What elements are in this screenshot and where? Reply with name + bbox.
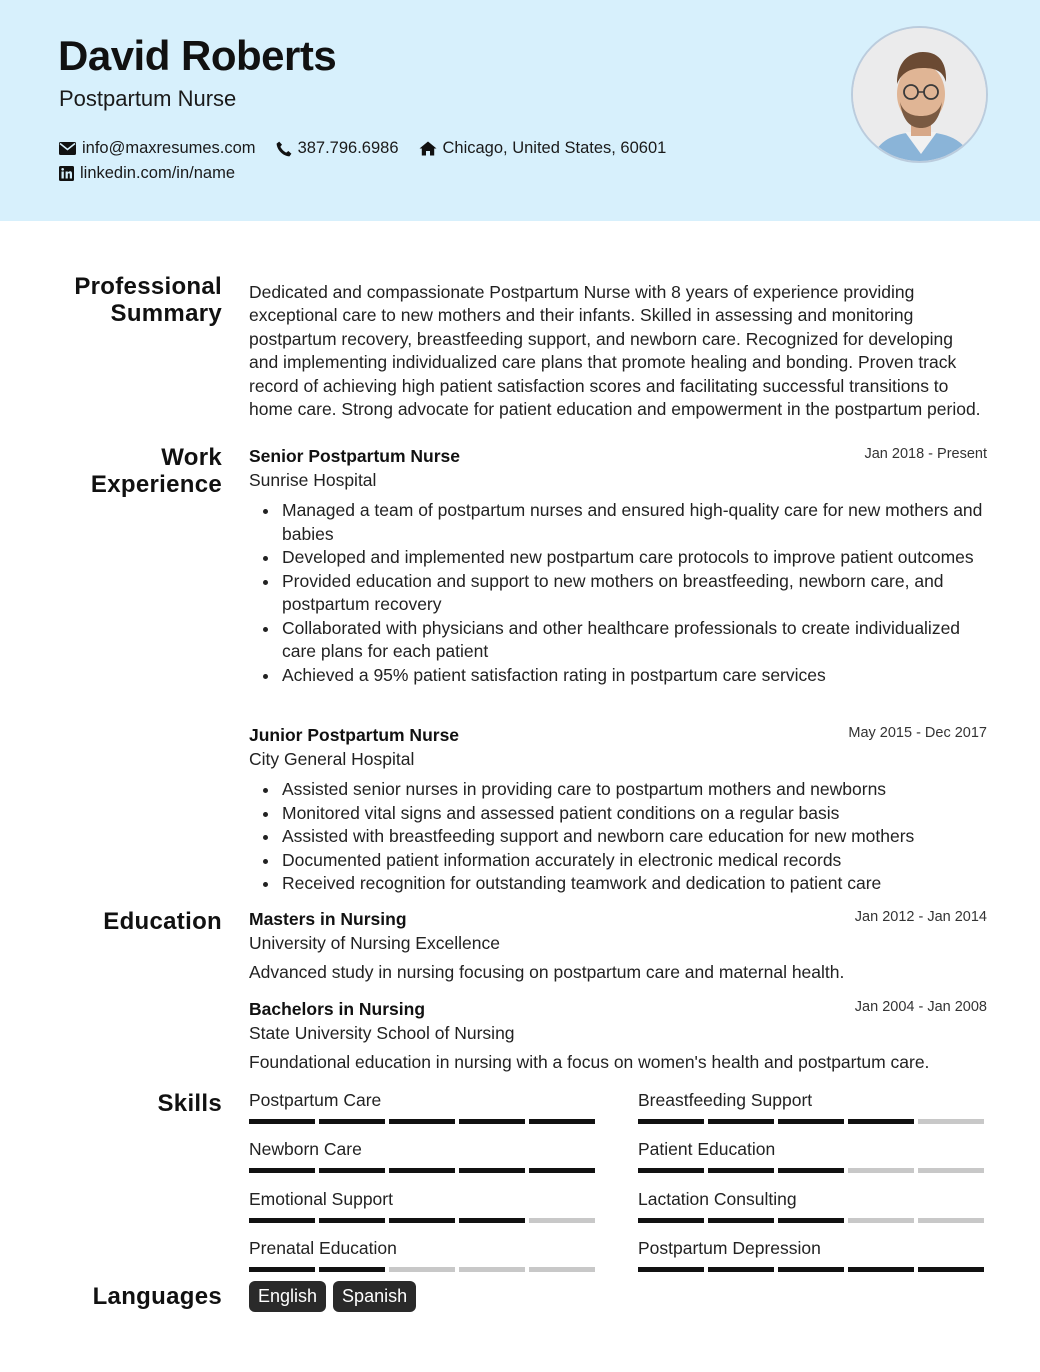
skill-segment-filled [249,1218,315,1223]
job-employer: City General Hospital [249,749,415,769]
skill-level-bar [249,1119,597,1124]
skill-name: Lactation Consulting [638,1189,797,1209]
candidate-name: David Roberts [58,32,337,79]
skill-segment-filled [529,1168,595,1173]
skill-segment-empty [459,1267,525,1272]
location-item [419,139,667,158]
job-bullets [249,778,987,896]
skill-segment-empty [918,1119,984,1124]
skill-level-bar [249,1267,597,1272]
skill-level-bar [638,1267,986,1272]
email-text: info@maxresumes.com [82,139,256,157]
person-portrait [853,28,988,163]
skill-item [638,1139,986,1173]
linkedin-text: linkedin.com/in/name [80,164,235,182]
skill-segment-filled [529,1119,595,1124]
skill-name: Breastfeeding Support [638,1090,813,1110]
location-text: Chicago, United States, 60601 [442,139,667,157]
skill-segment-filled [638,1119,704,1124]
skill-name: Postpartum Depression [638,1238,821,1258]
skill-segment-empty [848,1218,914,1223]
skill-item [638,1189,986,1223]
skill-segment-filled [848,1119,914,1124]
skill-segment-filled [708,1119,774,1124]
skill-name: Prenatal Education [249,1238,397,1258]
skill-name: Postpartum Care [249,1090,382,1110]
skill-segment-filled [638,1218,704,1223]
education-date: Jan 2004 - Jan 2008 [854,999,987,1015]
envelope-icon [59,142,76,155]
job-date: Jan 2018 - Present [864,446,987,462]
education-description: Advanced study in nursing focusing on postpartum care and maternal health. [249,962,845,982]
skill-segment-filled [638,1168,704,1173]
education-school: University of Nursing Excellence [249,933,500,953]
skill-segment-filled [778,1267,844,1272]
skill-segment-empty [389,1267,455,1272]
skill-level-bar [249,1218,597,1223]
job-date: May 2015 - Dec 2017 [848,725,987,741]
skill-segment-empty [848,1168,914,1173]
skill-name: Newborn Care [249,1139,362,1159]
list-item: Provided education and support to new mothers on breastfeeding, newborn care, and postpartum recovery [249,570,987,617]
education-description: Foundational education in nursing with a focus on women's health and postpartum care. [249,1052,930,1072]
contact-row-2 [59,164,255,183]
skill-segment-filled [249,1119,315,1124]
skill-segment-filled [389,1218,455,1223]
education-degree: Bachelors in Nursing [249,999,426,1019]
section-title-experience: Work Experience [90,444,222,498]
skill-segment-filled [459,1119,525,1124]
skill-name: Emotional Support [249,1189,393,1209]
phone-item[interactable] [276,139,399,158]
linkedin-icon [59,166,74,181]
skill-name: Patient Education [638,1139,776,1159]
skill-level-bar [638,1168,986,1173]
education-degree: Masters in Nursing [249,909,407,929]
skill-level-bar [638,1218,986,1223]
job-position: Senior Postpartum Nurse [249,446,461,466]
skill-segment-filled [319,1218,385,1223]
list-item: Documented patient information accurately in electronic medical records [249,849,987,873]
skill-item [249,1139,597,1173]
phone-text: 387.796.6986 [297,139,399,157]
job-entry [249,446,987,687]
education-school: State University School of Nursing [249,1023,515,1043]
skill-segment-filled [778,1119,844,1124]
skill-segment-empty [529,1218,595,1223]
skill-segment-empty [918,1218,984,1223]
skill-segment-filled [319,1168,385,1173]
skill-segment-filled [459,1218,525,1223]
skill-segment-empty [918,1168,984,1173]
section-title-skills: Skills [157,1090,222,1117]
education-entry [249,999,987,1073]
skill-segment-filled [708,1168,774,1173]
summary-text: Dedicated and compassionate Postpartum Nurse with 8 years of experience providing exceptional care to new mothers and their infants. Skilled in assessing and monitoring postpartum recovery, breastfeeding support, and newborn care. Recognized for developing and implementing individualized care plans that promote healing and bonding. Proven track record of achieving high patient satisfaction scores and facilitating successful transitions to home care. Strong advocate for patient education and empowerment in the postpartum period. [249,282,981,420]
skill-level-bar [249,1168,597,1173]
skill-segment-filled [389,1168,455,1173]
education-date: Jan 2012 - Jan 2014 [854,909,987,925]
language-chip: English [249,1281,326,1312]
list-item: Assisted senior nurses in providing care to postpartum mothers and newborns [249,778,987,802]
header-banner [0,0,1040,221]
list-item: Developed and implemented new postpartum care protocols to improve patient outcomes [249,546,987,570]
profile-photo [851,26,988,163]
job-employer: Sunrise Hospital [249,470,377,490]
skill-segment-filled [319,1267,385,1272]
section-title-languages: Languages [92,1283,222,1310]
skill-segment-filled [778,1168,844,1173]
linkedin-item[interactable] [59,164,235,183]
phone-icon [276,141,292,157]
skill-item [638,1090,986,1124]
skill-segment-filled [389,1119,455,1124]
skill-segment-filled [249,1267,315,1272]
section-title-summary: Professional Summary [74,273,222,327]
list-item: Achieved a 95% patient satisfaction rating in postpartum care services [249,664,987,688]
skill-segment-filled [848,1267,914,1272]
skill-segment-filled [778,1218,844,1223]
skill-item [249,1238,597,1272]
skill-segment-filled [638,1267,704,1272]
email-item[interactable] [59,139,256,158]
skill-segment-filled [249,1168,315,1173]
languages-list [249,1281,416,1312]
language-chip: Spanish [333,1281,416,1312]
skill-segment-filled [459,1168,525,1173]
skill-segment-filled [918,1267,984,1272]
list-item: Monitored vital signs and assessed patient conditions on a regular basis [249,802,987,826]
job-position: Junior Postpartum Nurse [249,725,460,745]
job-bullets [249,499,987,687]
list-item: Received recognition for outstanding teamwork and dedication to patient care [249,872,987,896]
list-item: Collaborated with physicians and other healthcare professionals to create individualized care plans for each patient [249,617,987,664]
skill-segment-filled [708,1218,774,1223]
home-icon [419,141,437,156]
section-title-education: Education [103,908,222,935]
job-title: Postpartum Nurse [59,86,237,111]
skill-item [638,1238,986,1272]
skill-item [249,1189,597,1223]
job-entry [249,725,987,896]
skill-level-bar [638,1119,986,1124]
skill-segment-filled [319,1119,385,1124]
list-item: Managed a team of postpartum nurses and ensured high-quality care for new mothers and babies [249,499,987,546]
education-entry [249,909,987,983]
skill-segment-filled [708,1267,774,1272]
skill-item [249,1090,597,1124]
contact-row [59,139,686,158]
list-item: Assisted with breastfeeding support and newborn care education for new mothers [249,825,987,849]
skill-segment-empty [529,1267,595,1272]
